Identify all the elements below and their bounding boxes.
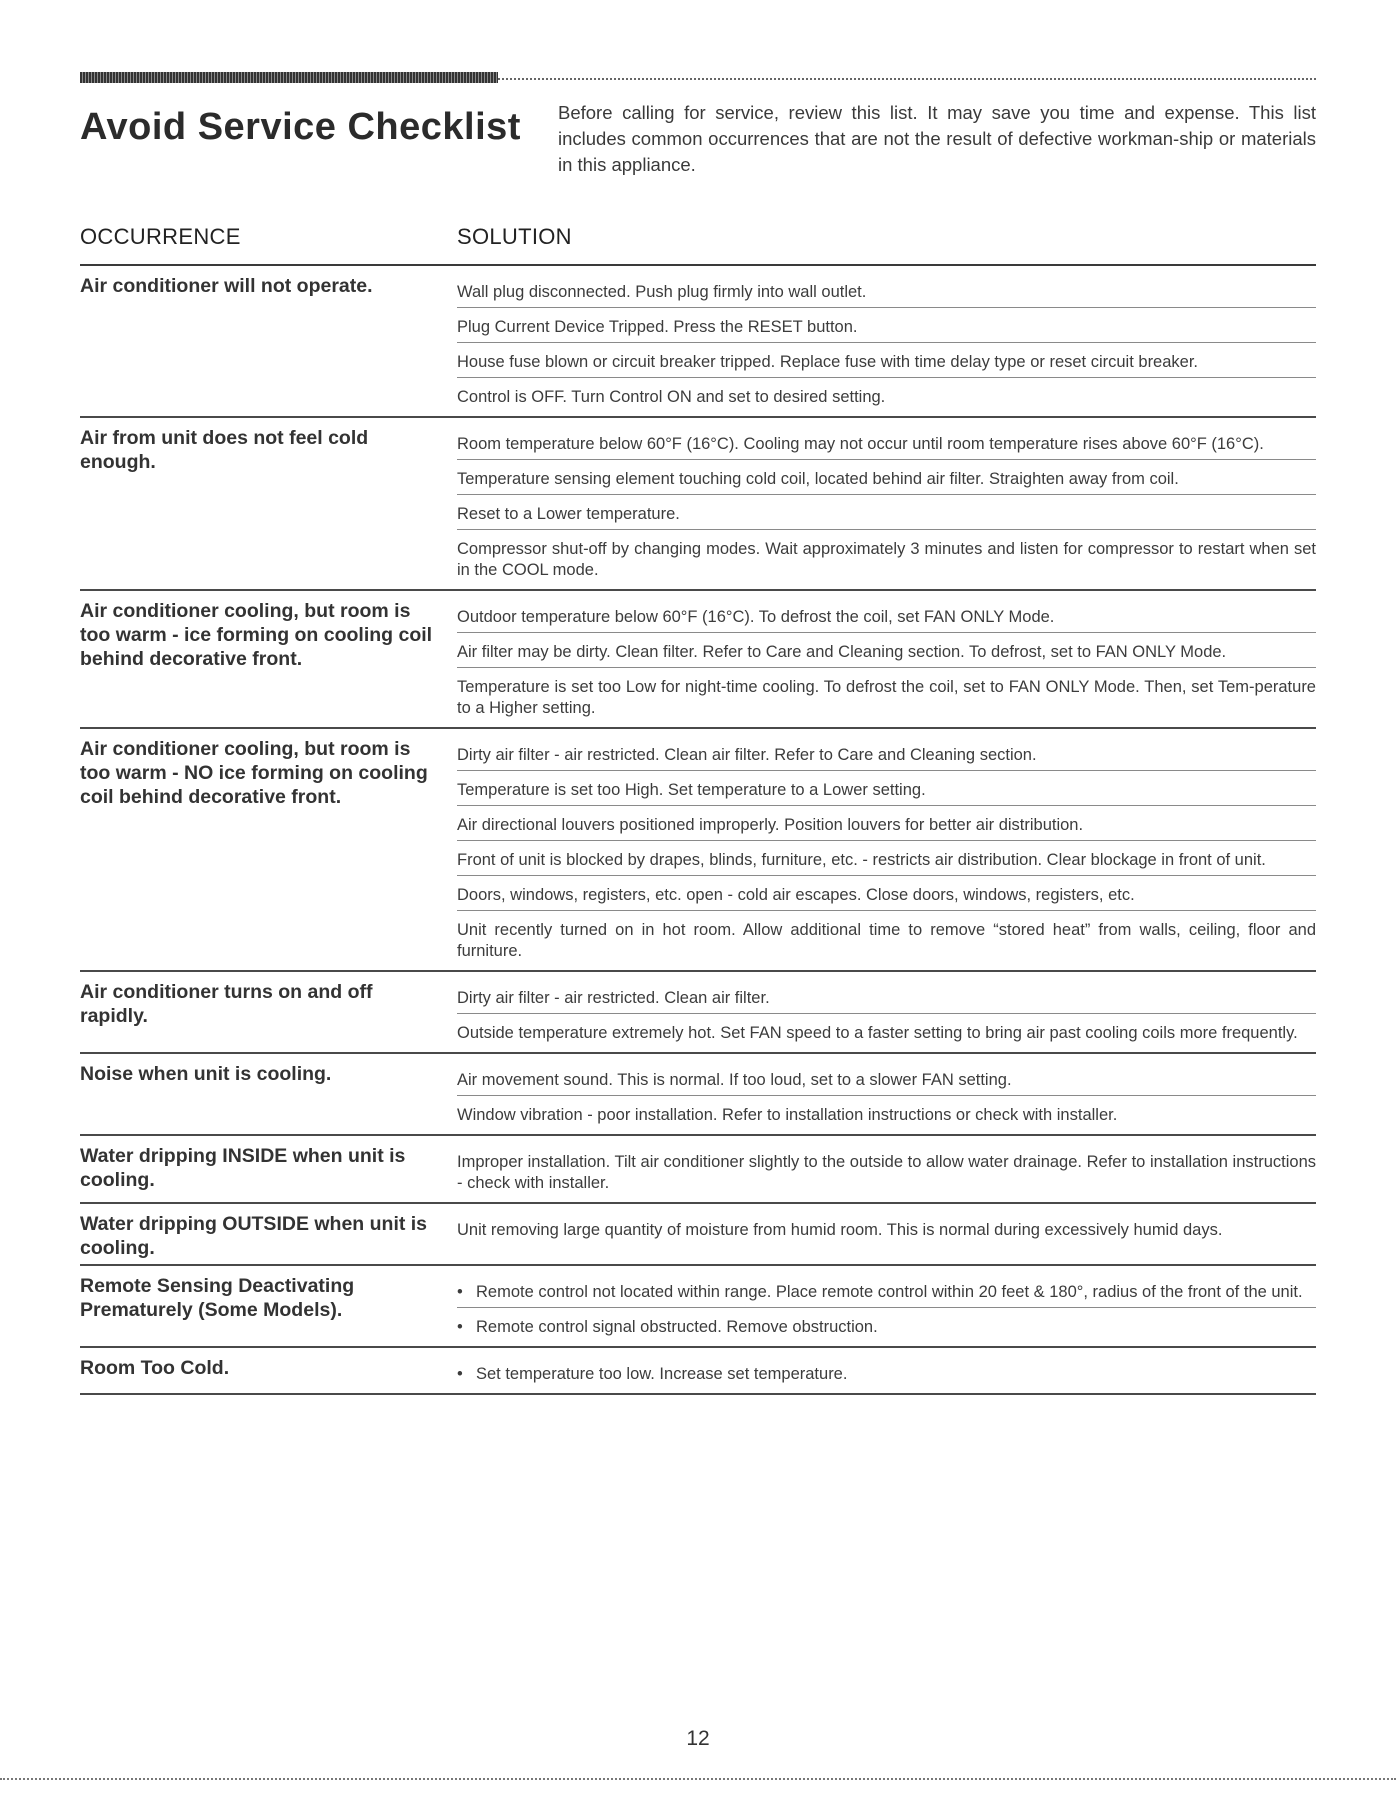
- solution-item: Air directional louvers positioned improperly. Position louvers for better air distribution.: [457, 806, 1316, 841]
- occurrence-text: Air conditioner cooling, but room is too warm - NO ice forming on cooling coil behind decorative front.: [80, 738, 428, 808]
- solution-item: House fuse blown or circuit breaker tripped. Replace fuse with time delay type or reset circuit breaker.: [457, 343, 1316, 378]
- solution-item: Temperature is set too High. Set temperature to a Lower setting.: [457, 771, 1316, 806]
- top-rule: [80, 72, 1316, 84]
- solution-list: [457, 1144, 1316, 1198]
- solution-item: Compressor shut-off by changing modes. Wait approximately 3 minutes and listen for compressor to restart when set in the COOL mode.: [457, 540, 1316, 579]
- solution-header: SOLUTION: [457, 224, 572, 249]
- solution-item: Dirty air filter - air restricted. Clean air filter.: [457, 980, 1316, 1014]
- occurrence-text: Room Too Cold.: [80, 1357, 230, 1379]
- checklist-row: [80, 266, 1316, 418]
- solution-item: Unit recently turned on in hot room. Allow additional time to remove “stored heat” from walls, ceiling, floor and furniture.: [457, 921, 1316, 960]
- solution-list: [457, 737, 1316, 966]
- column-headers: [80, 224, 1316, 250]
- solution-item: Temperature is set too Low for night-time cooling. To defrost the coil, set to FAN ONLY Mode. Then, set Tem-perature to a Higher setting.: [457, 678, 1316, 717]
- solution-item: Window vibration - poor installation. Refer to installation instructions or check with installer.: [457, 1106, 1118, 1124]
- bullet-icon: •: [457, 1283, 463, 1301]
- solution-item: Outdoor temperature below 60°F (16°C). To defrost the coil, set FAN ONLY Mode.: [457, 599, 1316, 633]
- solution-item: [457, 1274, 1316, 1308]
- occurrence-text: Air conditioner cooling, but room is too warm - ice forming on cooling coil behind decorative front.: [80, 600, 433, 670]
- top-rule-thick: [80, 72, 498, 83]
- solution-list: [457, 426, 1316, 585]
- checklist-row: [80, 1054, 1316, 1136]
- checklist-row: [80, 418, 1316, 591]
- occurrence-text: Air conditioner will not operate.: [80, 275, 373, 297]
- solution-item: Plug Current Device Tripped. Press the RESET button.: [457, 308, 1316, 343]
- solution-item: Front of unit is blocked by drapes, blinds, furniture, etc. - restricts air distribution. Clear blockage in front of unit.: [457, 841, 1316, 876]
- solution-list: [457, 1062, 1316, 1130]
- solution-item: [457, 1356, 1316, 1389]
- checklist-row: [80, 729, 1316, 972]
- page-title: Avoid Service Checklist: [80, 106, 521, 148]
- solution-text: Remote control not located within range. Place remote control within 20 feet & 180°, radius of the front of the unit.: [476, 1283, 1303, 1301]
- solution-item: [457, 1308, 1316, 1342]
- occurrence-text: Air from unit does not feel cold enough.: [80, 427, 369, 473]
- intro-text: Before calling for service, review this list. It may save you time and expense. This list includes common occurrences that are not the result of defective workman-ship or materials in this appliance.: [558, 102, 1316, 175]
- page-number: 12: [686, 1727, 710, 1750]
- occurrence-text: Air conditioner turns on and off rapidly.: [80, 981, 373, 1027]
- solution-item: Unit removing large quantity of moisture from humid room. This is normal during excessively humid days.: [457, 1221, 1223, 1239]
- checklist-row: [80, 1204, 1316, 1266]
- checklist-row: [80, 1348, 1316, 1395]
- occurrence-text: Water dripping OUTSIDE when unit is cooling.: [80, 1213, 428, 1259]
- solution-text: Set temperature too low. Increase set temperature.: [476, 1365, 848, 1383]
- checklist-row: [80, 591, 1316, 729]
- solution-list: [457, 1212, 1316, 1260]
- solution-item: Room temperature below 60°F (16°C). Cooling may not occur until room temperature rises above 60°F (16°C).: [457, 426, 1316, 460]
- solution-list: [457, 1274, 1316, 1342]
- bullet-icon: •: [457, 1365, 463, 1383]
- solution-text: Remote control signal obstructed. Remove obstruction.: [476, 1318, 878, 1336]
- checklist-table: [80, 264, 1316, 1395]
- solution-item: Air filter may be dirty. Clean filter. Refer to Care and Cleaning section. To defrost, set to FAN ONLY Mode.: [457, 633, 1316, 668]
- solution-list: [457, 1356, 1316, 1389]
- checklist-page: [80, 72, 1316, 1395]
- solution-item: Improper installation. Tilt air conditioner slightly to the outside to allow water drainage. Refer to installation instructions - check with installer.: [457, 1153, 1316, 1192]
- occurrence-header: OCCURRENCE: [80, 224, 241, 249]
- occurrence-text: Noise when unit is cooling.: [80, 1063, 332, 1085]
- page-header: [80, 100, 1316, 178]
- solution-item: Temperature sensing element touching cold coil, located behind air filter. Straighten away from coil.: [457, 460, 1316, 495]
- checklist-row: [80, 972, 1316, 1054]
- solution-list: [457, 274, 1316, 412]
- solution-list: [457, 980, 1316, 1048]
- solution-item: Outside temperature extremely hot. Set FAN speed to a faster setting to bring air past cooling coils more frequently.: [457, 1024, 1298, 1042]
- solution-item: Reset to a Lower temperature.: [457, 495, 1316, 530]
- solution-item: Doors, windows, registers, etc. open - cold air escapes. Close doors, windows, registers, etc.: [457, 876, 1316, 911]
- occurrence-text: Water dripping INSIDE when unit is cooling.: [80, 1145, 406, 1191]
- top-rule-thin: [498, 78, 1316, 80]
- solution-item: Wall plug disconnected. Push plug firmly into wall outlet.: [457, 274, 1316, 308]
- solution-item: Dirty air filter - air restricted. Clean air filter. Refer to Care and Cleaning section.: [457, 737, 1316, 771]
- bullet-icon: •: [457, 1318, 463, 1336]
- occurrence-text: Remote Sensing Deactivating Prematurely (Some Models).: [80, 1275, 355, 1321]
- checklist-row: [80, 1136, 1316, 1204]
- solution-list: [457, 599, 1316, 723]
- bottom-rule: [0, 1778, 1396, 1780]
- solution-item: Control is OFF. Turn Control ON and set to desired setting.: [457, 388, 886, 406]
- checklist-row: [80, 1266, 1316, 1348]
- solution-item: Air movement sound. This is normal. If too loud, set to a slower FAN setting.: [457, 1062, 1316, 1096]
